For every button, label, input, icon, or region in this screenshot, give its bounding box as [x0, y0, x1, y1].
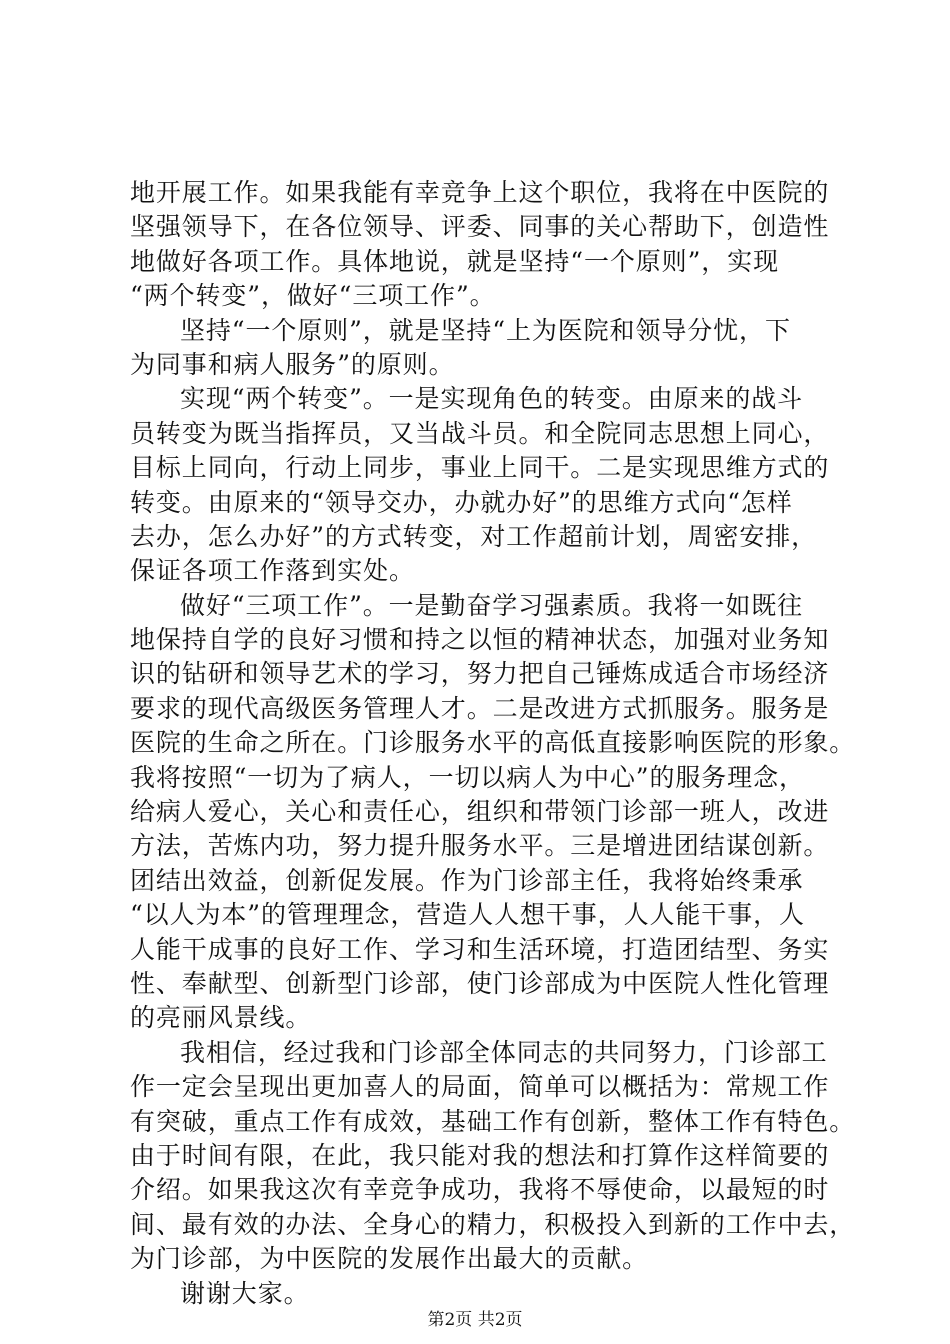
text-line: “以人为本”的管理理念，营造人人想干事，人人能干事，人	[130, 900, 805, 930]
text-line: 团结出效益，创新促发展。作为门诊部主任，我将始终秉承	[130, 865, 804, 895]
text-line: 地开展工作。如果我能有幸竞争上这个职位，我将在中医院的	[130, 178, 830, 207]
text-line: 地做好各项工作。具体地说，就是坚持“一个原则”，实现	[130, 246, 779, 276]
paragraph-start-line: 坚持“一个原则”，就是坚持“上为医院和领导分忧，下	[180, 315, 791, 345]
text-line: 去办，怎么办好”的方式转变，对工作超前计划，周密安排，	[130, 521, 818, 551]
text-line: 性、奉献型、创新型门诊部，使门诊部成为中医院人性化管理	[130, 968, 830, 998]
text-line: 介绍。如果我这次有幸竞争成功，我将不辱使命，以最短的时	[130, 1175, 830, 1205]
text-line: 由于时间有限，在此，我只能对我的想法和打算作这样简要的	[130, 1140, 830, 1170]
page-footer: 第2页 共2页	[427, 1310, 523, 1330]
paragraph-start-line: 实现“两个转变”。一是实现角色的转变。由原来的战斗	[180, 384, 804, 414]
text-line: 我将按照“一切为了病人，一切以病人为中心”的服务理念，	[130, 762, 805, 792]
text-line: 人能干成事的良好工作、学习和生活环境，打造团结型、务实	[130, 934, 830, 964]
text-line: 要求的现代高级医务管理人才。二是改进方式抓服务。服务是	[130, 693, 830, 723]
document-body	[130, 176, 856, 1311]
text-line: 识的钻研和领导艺术的学习，努力把自己锤炼成适合市场经济	[130, 659, 830, 689]
text-line: 医院的生命之所在。门诊服务水平的高低直接影响医院的形象。	[130, 728, 856, 758]
paragraph-start-line: 我相信，经过我和门诊部全体同志的共同努力，门诊部工	[180, 1037, 828, 1067]
text-line: “两个转变”，做好“三项工作”。	[130, 281, 496, 311]
text-line: 坚强领导下，在各位领导、评委、同事的关心帮助下，创造性	[130, 212, 830, 242]
text-line: 为门诊部，为中医院的发展作出最大的贡献。	[130, 1244, 649, 1274]
text-line: 目标上同向，行动上同步，事业上同干。二是实现思维方式的	[130, 453, 830, 483]
text-line: 给病人爱心，关心和责任心，组织和带领门诊部一班人，改进	[130, 797, 830, 827]
text-line: 地保持自学的良好习惯和持之以恒的精神状态，加强对业务知	[130, 625, 830, 655]
text-line: 员转变为既当指挥员，又当战斗员。和全院同志思想上同心，	[130, 418, 830, 448]
text-line: 有突破，重点工作有成效，基础工作有创新，整体工作有特色。	[130, 1106, 856, 1136]
paragraph-start-line: 谢谢大家。	[180, 1278, 310, 1308]
text-line: 间、最有效的办法、全身心的精力，积极投入到新的工作中去，	[130, 1209, 856, 1239]
text-line: 方法，苦炼内功，努力提升服务水平。三是增进团结谋创新。	[130, 831, 830, 861]
text-line: 转变。由原来的“领导交办，办就办好”的思维方式向“怎样	[130, 487, 793, 517]
text-line: 保证各项工作落到实处。	[130, 556, 415, 586]
text-line: 作一定会呈现出更加喜人的局面，简单可以概括为：常规工作	[130, 1072, 830, 1102]
paragraph-start-line: 做好“三项工作”。一是勤奋学习强素质。我将一如既往	[180, 590, 804, 620]
text-line: 为同事和病人服务”的原则。	[130, 349, 455, 379]
text-line: 的亮丽风景线。	[130, 1003, 312, 1033]
